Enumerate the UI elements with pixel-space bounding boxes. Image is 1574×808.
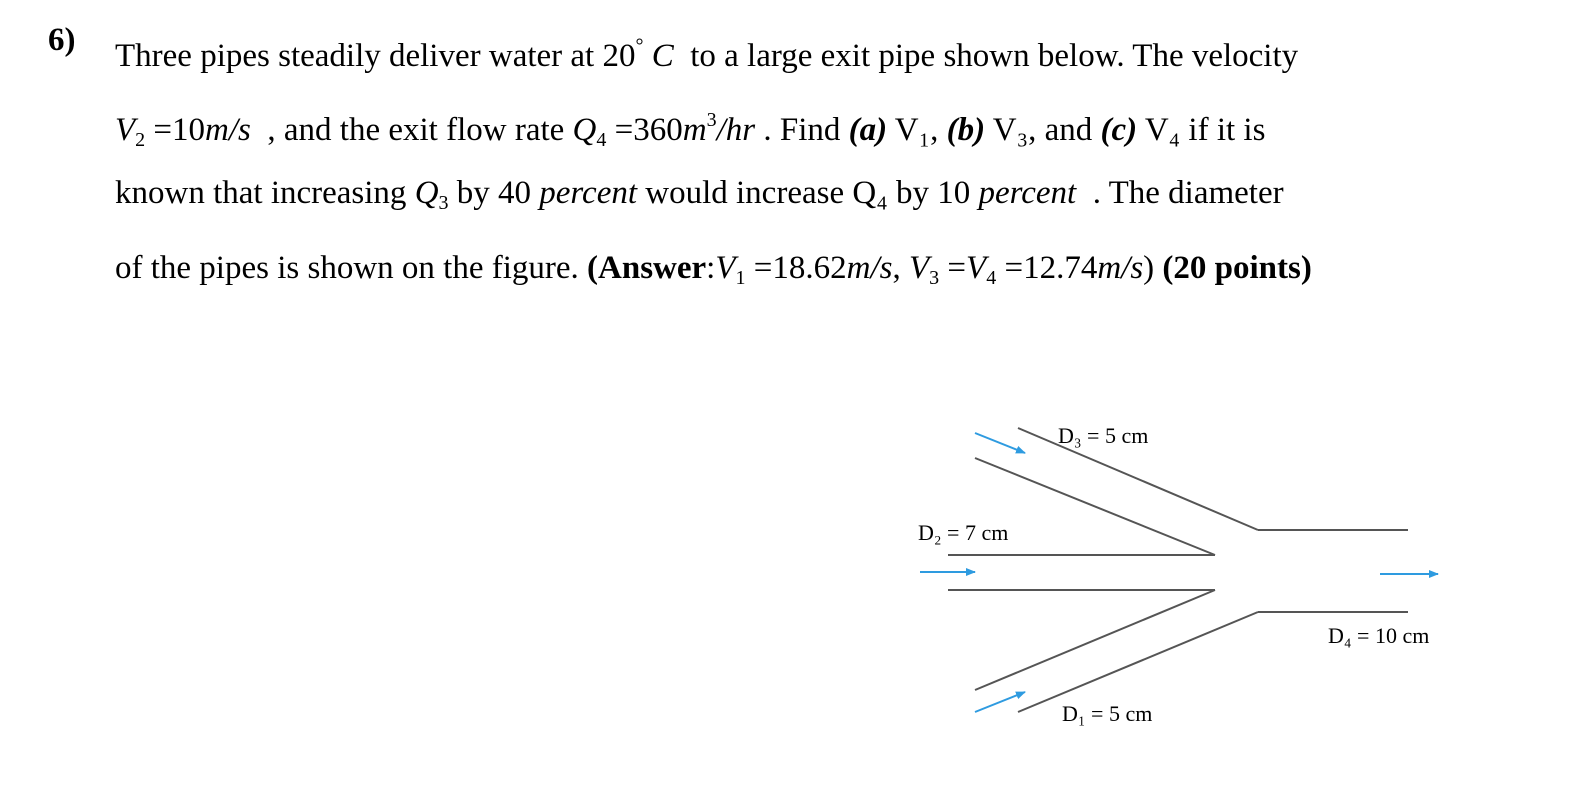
problem-text-line-2: $V_2 =10m/s$ , and the exit flow rate $Q_4 =360m^3/hr$ . Find (a) V₁, (b) V₃, and (c) V₄ if it is xyxy=(115,109,1266,151)
problem-text-line-1: Three pipes steadily deliver water at 20° C to a large exit pipe shown below. The velocity xyxy=(115,35,1299,74)
pipe-1-lower-wall xyxy=(1018,612,1258,712)
problem-text-line-4: of the pipes is shown on the figure. ($Answer:V_1 =18.62m/s$, $V_3 =V_4 =12.74m/s$) (20 points) xyxy=(115,250,1312,289)
pipe-1-upper-wall xyxy=(975,590,1215,690)
flow-arrow-pipe-3 xyxy=(975,433,1025,453)
problem-text-line-3: known that increasing $Q_3$ by 40 percent would increase Q₄ by 10 percent . The diameter xyxy=(115,175,1284,214)
d1-label: D₁ = 5 cm xyxy=(1062,701,1153,726)
d4-label: D₄ = 10 cm xyxy=(1328,623,1430,648)
pipe-3-lower-wall xyxy=(975,458,1215,555)
d3-label: D₃ = 5 cm xyxy=(1058,423,1149,448)
flow-arrow-pipe-1 xyxy=(975,692,1025,712)
problem-number: 6) xyxy=(48,22,76,58)
d2-label: D₂ = 7 cm xyxy=(918,520,1009,545)
